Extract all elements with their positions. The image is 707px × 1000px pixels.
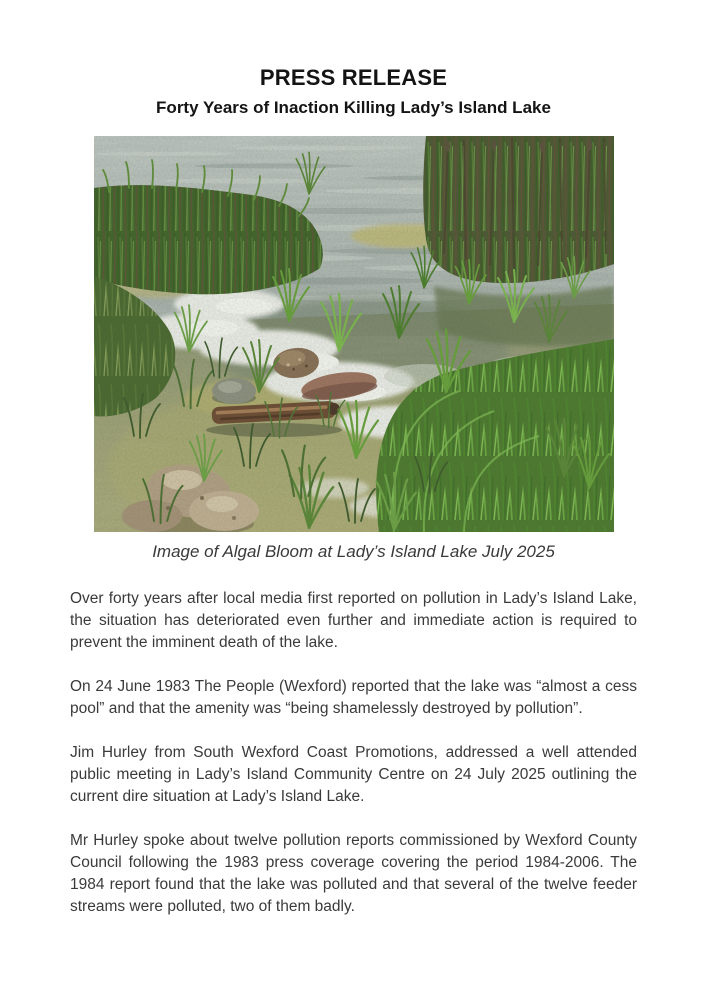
paragraph-1: Over forty years after local media first reported on pollution in Lady’s Island Lake, the situation has deteriorated even further and immediate action is required to prevent the imminent death of the lake. bbox=[70, 590, 637, 651]
lake-photo bbox=[94, 136, 614, 532]
paragraph-4: Mr Hurley spoke about twelve pollution reports commissioned by Wexford County Council following the 1983 press coverage covering the period 1984-2006. The 1984 report found that the lake was polluted and that several of the twelve feeder streams were polluted, two of them badly. bbox=[70, 832, 637, 915]
photo-caption: Image of Algal Bloom at Lady’s Island Lake July 2025 bbox=[152, 542, 555, 561]
paragraph-2: On 24 June 1983 The People (Wexford) reported that the lake was “almost a cess pool” and that the amenity was “being shamelessly destroyed by pollution”. bbox=[70, 678, 637, 717]
body-text bbox=[70, 588, 637, 918]
lake-photo-illustration bbox=[94, 136, 614, 532]
paragraph-3: Jim Hurley from South Wexford Coast Promotions, addressed a well attended public meeting in Lady’s Island Community Centre on 24 July 2025 outlining the current dire situation at Lady’s Island Lake. bbox=[70, 744, 637, 805]
page-subtitle: Forty Years of Inaction Killing Lady’s Island Lake bbox=[156, 98, 551, 117]
figure bbox=[94, 136, 614, 562]
page-title: PRESS RELEASE bbox=[259, 65, 448, 90]
